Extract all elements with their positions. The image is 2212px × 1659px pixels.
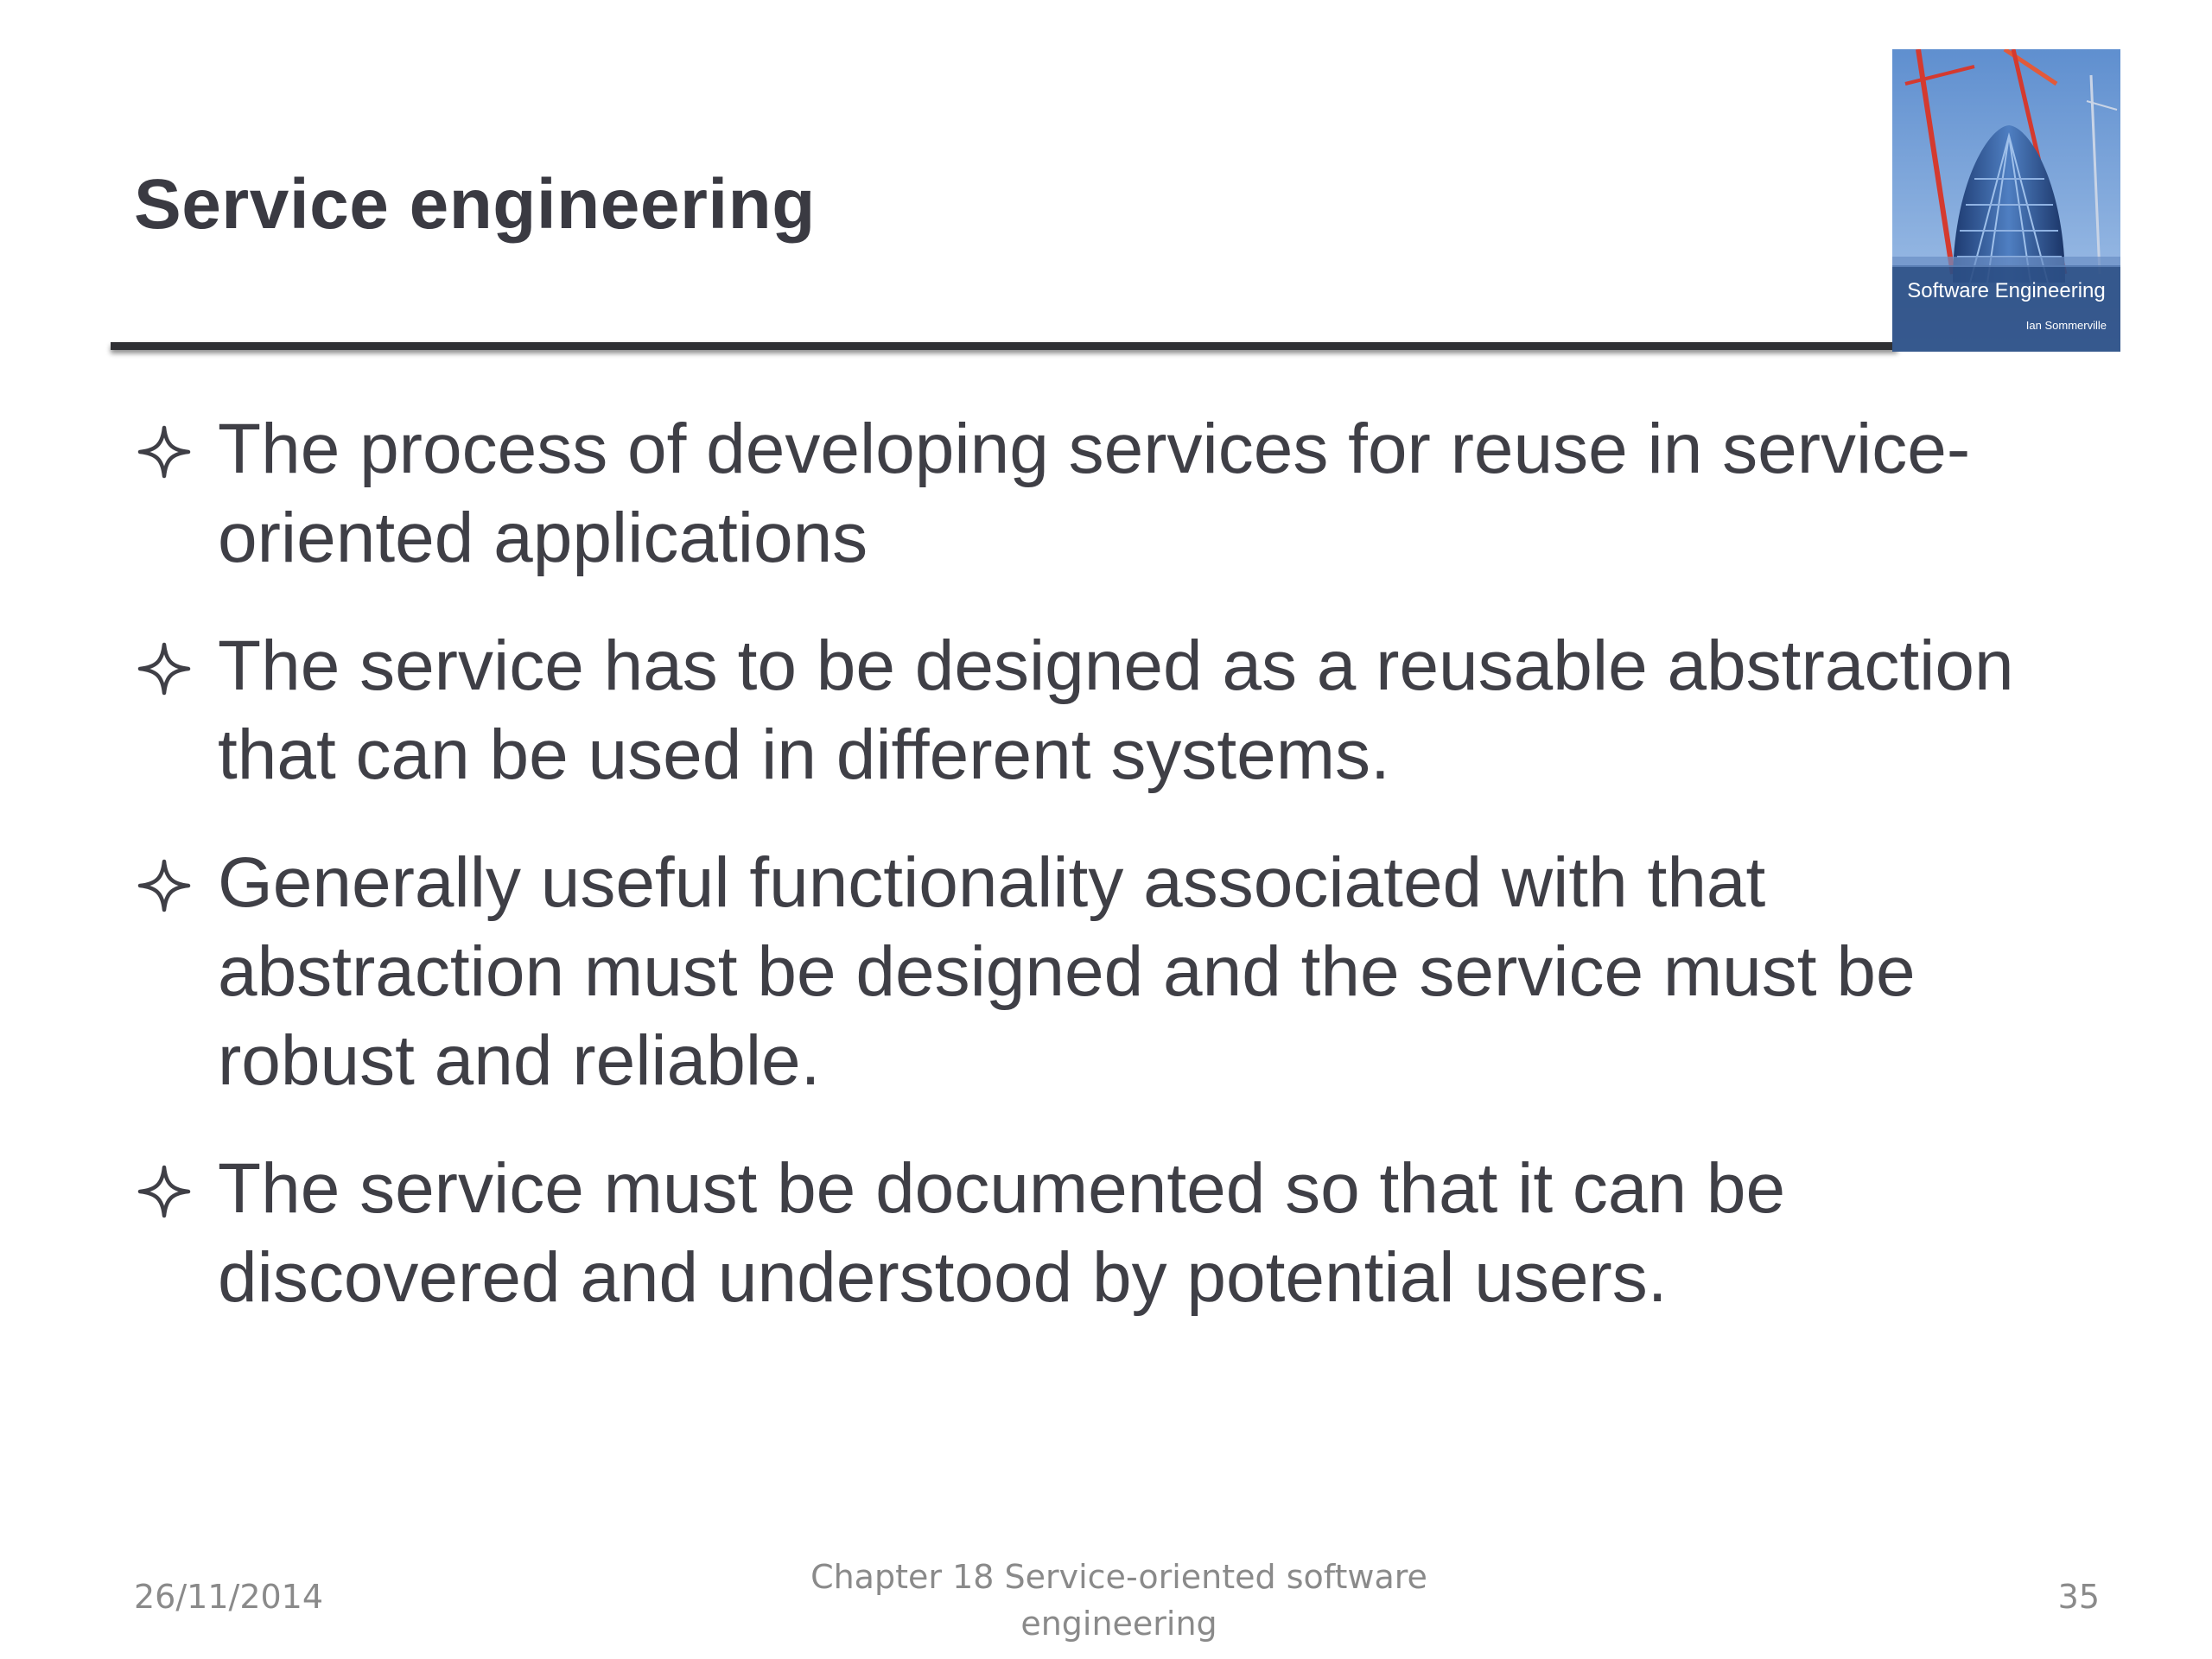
four-point-star-icon <box>137 859 191 912</box>
bullet-text: The process of developing services for reuse in service-oriented applications <box>218 410 1971 577</box>
bullet-text: Generally useful functionality associated with that abstraction must be designed and the service must be robust and reliable. <box>218 843 1916 1100</box>
footer-page-number: 35 <box>2057 1578 2100 1616</box>
four-point-star-icon <box>137 1165 191 1218</box>
four-point-star-icon <box>137 642 191 696</box>
book-cover-author: Ian Sommerville <box>2025 319 2107 332</box>
slide-title: Service engineering <box>134 165 816 244</box>
bullet-item <box>134 404 2087 582</box>
four-point-star-icon <box>137 425 191 479</box>
footer-date: 26/11/2014 <box>134 1578 324 1616</box>
footer-chapter-title: Chapter 18 Service-oriented software engineering <box>810 1558 1427 1643</box>
book-cover-logo <box>1892 49 2120 352</box>
title-divider <box>111 342 1897 350</box>
bullet-list <box>134 404 2087 1361</box>
book-cover-illustration <box>1892 49 2120 352</box>
bullet-item <box>134 838 2087 1105</box>
bullet-text: The service must be documented so that it can be discovered and understood by potential users. <box>218 1149 1786 1317</box>
bullet-item <box>134 1144 2087 1322</box>
bullet-text: The service has to be designed as a reusable abstraction that can be used in different systems. <box>218 626 2014 794</box>
book-cover-title: Software Engineering <box>1907 279 2106 302</box>
bullet-item <box>134 621 2087 799</box>
